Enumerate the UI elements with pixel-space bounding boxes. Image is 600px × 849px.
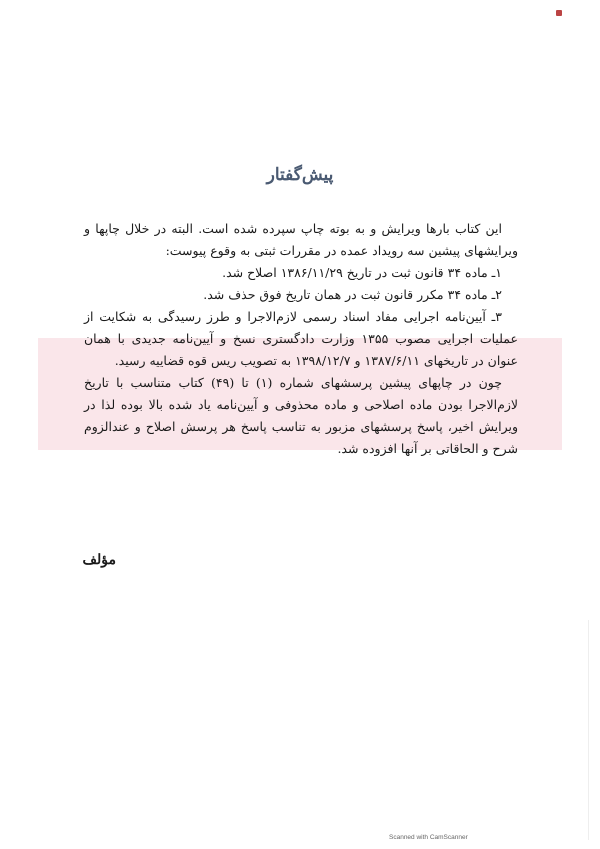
scanner-note: Scanned with CamScanner — [389, 834, 468, 841]
paragraph-intro: این کتاب بارها ویرایش و به بوته چاپ سپرده شده است. البته در خلال چاپها و ویرایشهای پیشین سه رویداد عمده در مقررات ثبتی به وقوع پیوست: — [84, 221, 518, 258]
page-title: پیش‌گفتار — [266, 165, 334, 185]
page-edge — [588, 620, 589, 840]
paragraph-item-3: ۳ـ آیین‌نامه اجرایی مفاد اسناد رسمی لازم‌الاجرا و طرز رسیدگی به شکایت از عملیات اجرایی مصوب ۱۳۵۵ وزارت دادگستری نسخ و آیین‌نامه جدیدی با همان عنوان در تاریخهای ۱۳۸۷/۶/۱۱ و ۱۳۹۸/۱۲/۷ به تصویب ریس قوه قضاییه رسید. — [84, 309, 518, 368]
paragraph-closing: چون در چاپهای پیشین پرسشهای شماره (۱) تا (۴۹) کتاب متناسب با تاریخ لازم‌الاجرا بودن ماده اصلاحی و ماده محذوفی و آیین‌نامه یاد شده بالا بوده لذا در ویرایش اخیر، پاسخ پرسشهای مزبور به تناسب پاسخ هر پرسش اصلاح و عندالزوم شرح و الحاقاتی بر آنها افزوده شد. — [84, 375, 518, 456]
corner-mark — [556, 10, 562, 16]
preface-text — [84, 218, 518, 460]
paragraph-item-2: ۲ـ ماده ۳۴ مکرر قانون ثبت در همان تاریخ فوق حذف شد. — [203, 287, 502, 302]
paragraph-item-1: ۱ـ ماده ۳۴ قانون ثبت در تاریخ ۱۳۸۶/۱۱/۲۹ اصلاح شد. — [222, 265, 502, 280]
author-signature: مؤلف — [82, 552, 116, 568]
